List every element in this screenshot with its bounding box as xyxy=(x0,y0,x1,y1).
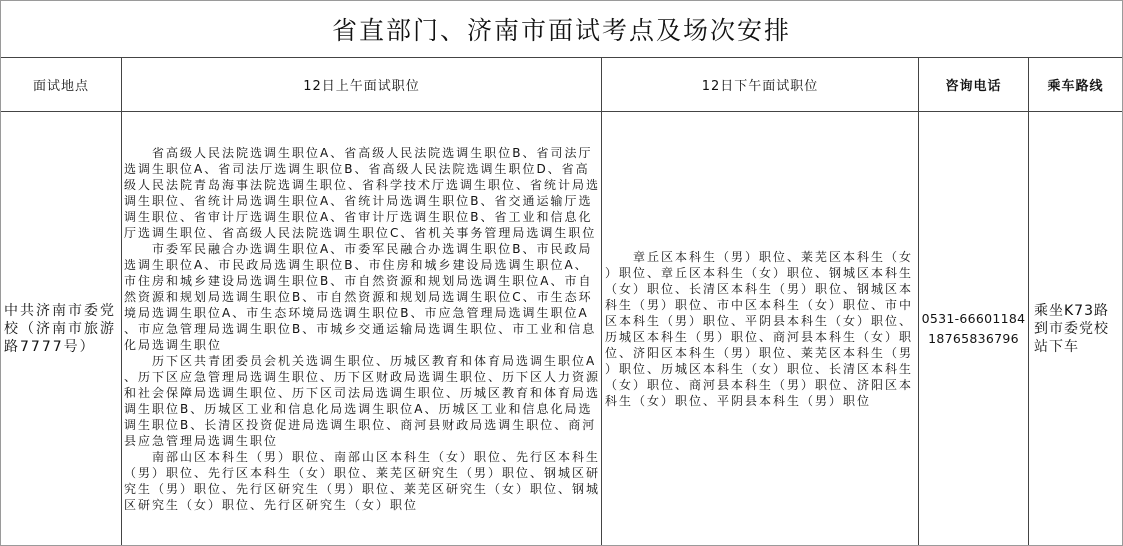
phone-mobile: 18765836796 xyxy=(928,330,1019,346)
header-morning-positions: 12日上午面试职位 xyxy=(122,58,602,111)
phone-landline: 0531-66601184 xyxy=(921,310,1026,326)
header-route: 乘车路线 xyxy=(1047,79,1104,94)
morning-paragraph-graduates: 南部山区本科生（男）职位、南部山区本科生（女）职位、先行区本科生（男）职位、先行区本科生（女）职位、莱芜区研究生（男）职位、钢城区研究生（男）职位、先行区研究生（男）职位、莱芜区研究生（女）职位、钢城区研究生（女）职位、先行区研究生（女）职位 xyxy=(124,449,601,512)
phone-list xyxy=(922,309,1026,349)
header-location: 面试地点 xyxy=(1,58,122,111)
route-text: 乘坐K73路到市委党校站下车 xyxy=(1034,302,1109,355)
phone-cell xyxy=(919,112,1029,545)
table-title: 省直部门、济南市面试考点及场次安排 xyxy=(1,1,1122,58)
header-phone: 咨询电话 xyxy=(919,58,1029,111)
morning-paragraph-municipal: 市委军民融合办选调生职位A、市委军民融合办选调生职位B、市民政局选调生职位A、市民政局选调生职位B、市住房和城乡建设局选调生职位A、市住房和城乡建设局选调生职位B、市自然资源和规划局选调生职位A、市自然资源和规划局选调生职位B、市自然资源和规划局选调生职位C、市生态环境局选调生职位A、市生态环境局选调生职位B、市应急管理局选调生职位A、市应急管理局选调生职位B、市城乡交通运输局选调生职位、市工业和信息化局选调生职位 xyxy=(124,241,597,352)
morning-paragraph-provincial: 省高级人民法院选调生职位A、省高级人民法院选调生职位B、省司法厅选调生职位A、省司法厅选调生职位B、省高级人民法院选调生职位D、省高级人民法院青岛海事法院选调生职位、省科学技术厅选调生职位、省统计局选调生职位、省统计局选调生职位A、省统计局选调生职位B、省交通运输厅选调生职位、省审计厅选调生职位A、省审计厅选调生职位B、省工业和信息化厅选调生职位、省高级人民法院选调生职位C、省机关事务管理局选调生职位 xyxy=(124,145,601,240)
morning-paragraph-district: 历下区共青团委员会机关选调生职位、历城区教育和体育局选调生职位A、历下区应急管理局选调生职位、历下区财政局选调生职位、历下区人力资源和社会保障局选调生职位、历下区司法局选调生职位、历城区教育和体育局选调生职位B、历城区工业和信息化局选调生职位A、历城区工业和信息化局选调生职位B、长清区投资促进局选调生职位、商河县财政局选调生职位、商河县应急管理局选调生职位 xyxy=(124,353,601,448)
location-text: 中共济南市委党校（济南市旅游路7777号） xyxy=(4,302,116,355)
route-cell xyxy=(1029,112,1122,545)
table-row xyxy=(1,112,1122,545)
afternoon-paragraph: 章丘区本科生（男）职位、莱芜区本科生（女）职位、章丘区本科生（女）职位、钢城区本科生（女）职位、长清区本科生（男）职位、钢城区本科生（男）职位、市中区本科生（女）职位、市中区本科生（男）职位、平阴县本科生（女）职位、历城区本科生（男）职位、商河县本科生（女）职位、济阳区本科生（男）职位、莱芜区本科生（男）职位、历城区本科生（女）职位、长清区本科生（女）职位、商河县本科生（男）职位、济阳区本科生（女）职位、平阴县本科生（男）职位 xyxy=(605,249,914,408)
location-cell xyxy=(1,112,122,545)
morning-positions-list xyxy=(124,145,600,513)
header-row xyxy=(1,58,1122,112)
header-afternoon-positions: 12日下午面试职位 xyxy=(602,58,919,111)
afternoon-positions-list xyxy=(605,249,918,409)
afternoon-positions-cell xyxy=(602,112,919,545)
morning-positions-cell xyxy=(122,112,602,545)
